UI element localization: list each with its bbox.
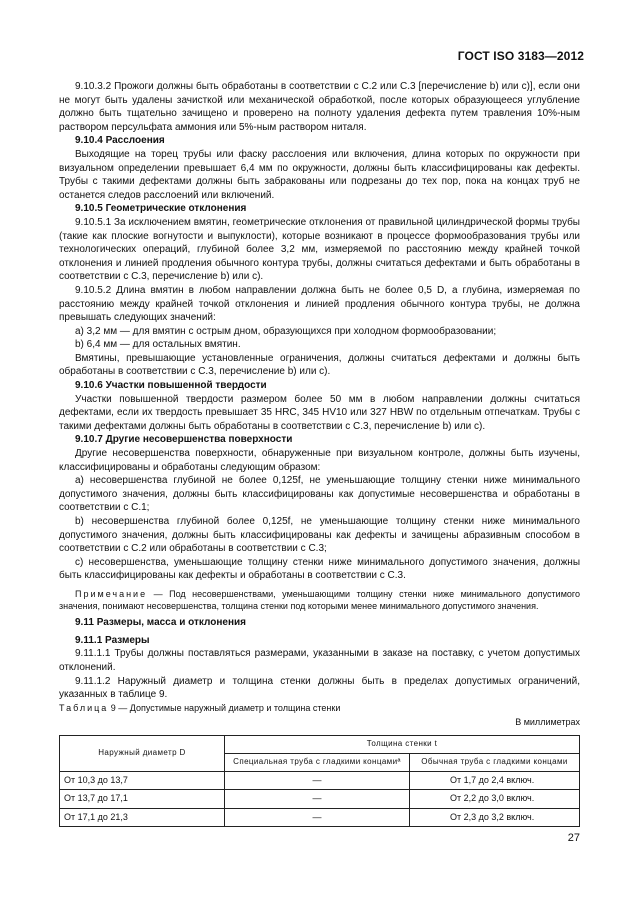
header-wall-thickness: Толщина стенки t xyxy=(225,735,580,753)
table-row xyxy=(60,790,580,809)
list-item-7b: b) несовершенства глубиной более 0,125f, не уменьшающие толщину стенки ниже минимального допустимого значения, должны быть классифицированы как дефекты и зачищены абразивным способом в соответствии с С.2 или обработаны в соответствии с С.3; xyxy=(59,516,580,555)
cell-regular: От 2,3 до 3,2 включ. xyxy=(410,808,580,827)
paragraph-9-10-5-1: 9.10.5.1 За исключением вмятин, геометрические отклонения от правильной цилиндрической формы трубы (такие как плоские вогнутости и выпуклости), которые возникают в процессе формообразования трубы или технологических операций, глубиной более 3,2 мм, измеряемой по расстоянию между крайней точкой отклонения и линией продления обычного контура трубы, должны считаться дефектами и быть обработаны в соответствии с С.3, перечисление b) или с). xyxy=(59,216,580,283)
table-caption-label: Таблица xyxy=(59,702,109,713)
header-regular-pipe: Обычная труба с гладкими концами xyxy=(410,753,580,771)
table-9 xyxy=(59,735,580,828)
cell-diameter: От 10,3 до 13,7 xyxy=(60,771,225,790)
page-body xyxy=(59,80,580,827)
page-number: 27 xyxy=(567,832,580,844)
note-label: Примечание xyxy=(75,588,148,599)
paragraph-9-11-1-1: 9.11.1.1 Трубы должны поставляться размерами, указанными в заказе на поставку, с учетом допустимых отклонений. xyxy=(59,648,580,673)
cell-special: — xyxy=(225,790,410,809)
document-header: ГОСТ ISO 3183—2012 xyxy=(457,49,584,63)
cell-special: — xyxy=(225,808,410,827)
cell-diameter: От 17,1 до 21,3 xyxy=(60,808,225,827)
table-caption-text: 9 — Допустимые наружный диаметр и толщина стенки xyxy=(108,702,341,713)
paragraph-9-10-4: Выходящие на торец трубы или фаску расслоения или включения, длина которых по окружности при визуальном определении превышает 6,4 мм по окружности, должны быть классифицированы как дефекты. Трубы с такими дефектами должны быть забракованы или подрезаны до тех пор, пока на концах труб не останется следов расслоений или включений. xyxy=(59,148,580,201)
paragraph-9-10-6: Участки повышенной твердости размером более 50 мм в любом направлении должны считаться дефектами, если их твердость превышает 35 HRC, 345 HV10 или 327 HBW по отдельным отпечаткам. Трубы с такими дефектами должны быть обработаны в соответствии с С.3, перечисление b) или с). xyxy=(59,393,580,432)
cell-special: — xyxy=(225,771,410,790)
list-item-7c: с) несовершенства, уменьшающие толщину стенки ниже минимального допустимого значения, должны быть классифицированы как дефекты и обработаны в соответствии с С.3. xyxy=(59,556,580,582)
paragraph-dents: Вмятины, превышающие установленные ограничения, должны считаться дефектами и должны быть обработаны в соответствии с С.3, перечисление b) или с). xyxy=(59,352,580,378)
list-item-7a: а) несовершенства глубиной не более 0,125f, не уменьшающие толщину стенки ниже минимального допустимого значения, должны быть классифицированы как допустимые несовершенства и обработаны в соответствии с С.1; xyxy=(59,475,580,514)
table-row xyxy=(60,771,580,790)
list-item-a: а) 3,2 мм — для вмятин с острым дном, образующихся при холодном формообразовании; xyxy=(75,325,497,337)
table-caption xyxy=(59,702,580,714)
cell-regular: От 1,7 до 2,4 включ. xyxy=(410,771,580,790)
heading-9-11-1: 9.11.1 Размеры xyxy=(75,634,150,646)
header-diameter: Наружный диаметр D xyxy=(60,735,225,771)
table-units: В миллиметрах xyxy=(515,716,580,727)
cell-regular: От 2,2 до 3,0 включ. xyxy=(410,790,580,809)
paragraph-9-11-1-2: 9.11.1.2 Наружный диаметр и толщина стенки должны быть в пределах допустимых ограничений, указанных в таблице 9. xyxy=(59,675,580,701)
heading-9-10-4: 9.10.4 Расслоения xyxy=(75,135,165,147)
heading-9-10-5: 9.10.5 Геометрические отклонения xyxy=(75,203,247,215)
heading-9-11: 9.11 Размеры, масса и отклонения xyxy=(75,617,246,629)
paragraph-9-10-3-2: 9.10.3.2 Прожоги должны быть обработаны в соответствии с С.2 или С.3 [перечисление b) или с)], если они не могут быть удалены зачисткой или механической обработкой, после которых образующееся углубление должно быть тщательно зачищено и проверено на полноту удаления дефекта путем травления 10%-ным раствором персульфата аммония или 5%-ным раствором ниталя. xyxy=(59,81,580,133)
note xyxy=(59,589,580,612)
list-item-b: b) 6,4 мм — для остальных вмятин. xyxy=(75,339,241,351)
paragraph-9-10-7: Другие несовершенства поверхности, обнаруженные при визуальном контроле, должны быть изучены, классифицированы и обработаны следующим образом: xyxy=(59,448,580,473)
note-text: — Под несовершенствами, уменьшающими толщину стенки ниже минимального допустимого значения, понимают несовершенства, толщина стенки под которыми менее минимального допустимого значения. xyxy=(59,588,580,611)
header-special-pipe: Специальная труба с гладкими концамиª xyxy=(225,753,410,771)
paragraph-9-10-5-2: 9.10.5.2 Длина вмятин в любом направлении должна быть не более 0,5 D, а глубина, измеряемая по расстоянию между крайней точкой отклонения и линией продления обычного контура трубы, не должна превышать следующих значений: xyxy=(59,284,580,324)
heading-9-10-7: 9.10.7 Другие несовершенства поверхности xyxy=(75,434,293,446)
table-row xyxy=(60,808,580,827)
heading-9-10-6: 9.10.6 Участки повышенной твердости xyxy=(75,380,267,392)
cell-diameter: От 13,7 до 17,1 xyxy=(60,790,225,809)
